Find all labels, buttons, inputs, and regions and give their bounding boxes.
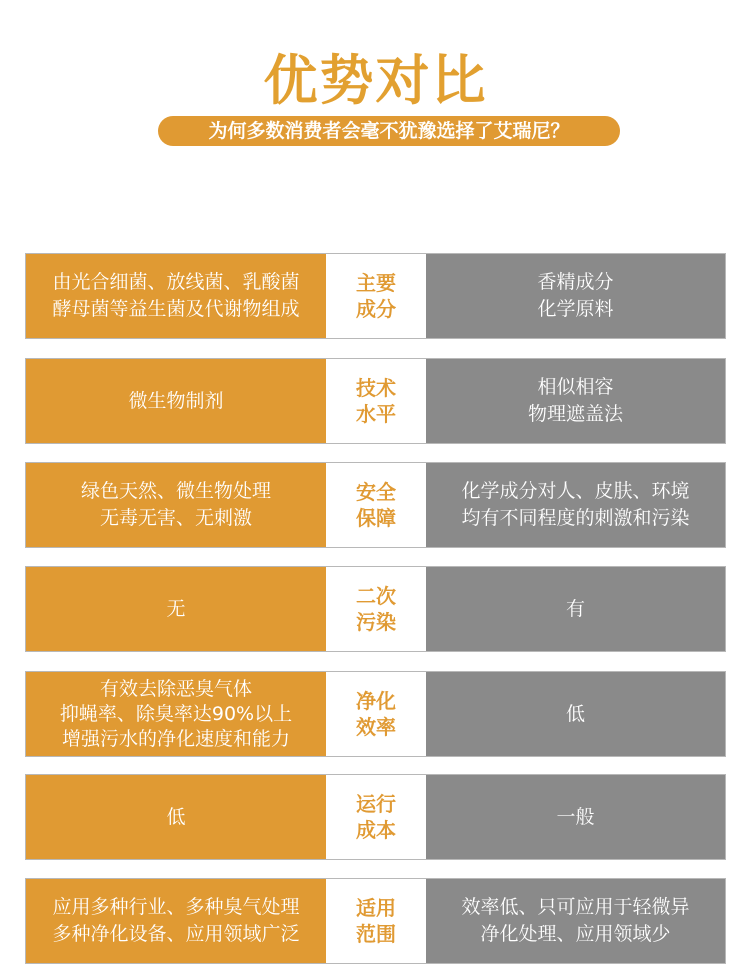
- our-product-line: 由光合细菌、放线菌、乳酸菌: [52, 271, 300, 293]
- comparison-row-technology: [25, 358, 726, 444]
- category-label-line: 适用: [356, 896, 396, 920]
- competitor-line: 有: [565, 597, 585, 620]
- category-label-line: 污染: [356, 610, 396, 634]
- our-product-line: 多种净化设备、应用领域广泛: [52, 923, 300, 945]
- our-product-line: 绿色天然、微生物处理: [80, 480, 271, 502]
- our-product-cell: [26, 775, 326, 859]
- competitor-line: 化学成分对人、皮肤、环境: [461, 480, 690, 502]
- category-label-line: 成本: [356, 818, 396, 842]
- comparison-row-main-ingredients: [25, 253, 726, 339]
- category-label-cell: [326, 359, 426, 443]
- our-product-cell: [26, 672, 326, 756]
- competitor-cell: [426, 463, 725, 547]
- comparison-row-safety: [25, 462, 726, 548]
- our-product-line: 低: [166, 805, 186, 828]
- our-product-cell: [26, 359, 326, 443]
- category-label-cell: [326, 567, 426, 651]
- category-label-line: 二次: [356, 584, 396, 608]
- comparison-row-application-scope: [25, 878, 726, 964]
- category-label-line: 成分: [356, 297, 396, 321]
- our-product-line: 微生物制剂: [128, 389, 224, 412]
- our-product-cell: [26, 567, 326, 651]
- competitor-cell: [426, 879, 725, 963]
- competitor-cell: [426, 254, 725, 338]
- subtitle-banner: 为何多数消费者会毫不犹豫选择了艾瑞尼？: [158, 116, 620, 146]
- our-product-line: 酵母菌等益生菌及代谢物组成: [52, 298, 300, 320]
- competitor-line: 香精成分: [537, 271, 614, 293]
- page-title: 优势对比: [263, 49, 488, 112]
- comparison-row-purification-efficiency: [25, 671, 726, 757]
- competitor-line: 一般: [556, 805, 595, 828]
- category-label-line: 技术: [356, 376, 396, 400]
- comparison-row-operating-cost: [25, 774, 726, 860]
- category-label-line: 安全: [356, 480, 396, 504]
- category-label-line: 主要: [356, 271, 396, 295]
- our-product-cell: [26, 879, 326, 963]
- competitor-line: 物理遮盖法: [527, 403, 623, 425]
- competitor-line: 相似相容: [537, 376, 614, 398]
- competitor-line: 化学原料: [537, 298, 614, 320]
- category-label-cell: [326, 775, 426, 859]
- our-product-cell: [26, 254, 326, 338]
- category-label-line: 效率: [356, 715, 396, 739]
- category-label-cell: [326, 254, 426, 338]
- our-product-line: 抑蝇率、除臭率达90%以上: [59, 702, 293, 725]
- category-label-cell: [326, 879, 426, 963]
- category-label-line: 水平: [356, 402, 396, 426]
- our-product-line: 有效去除恶臭气体: [99, 677, 252, 700]
- comparison-row-secondary-pollution: [25, 566, 726, 652]
- competitor-line: 净化处理、应用领域少: [480, 923, 671, 945]
- our-product-line: 增强污水的净化速度和能力: [61, 727, 290, 750]
- category-label-line: 净化: [356, 689, 396, 713]
- category-label-cell: [326, 672, 426, 756]
- our-product-cell: [26, 463, 326, 547]
- competitor-line: 均有不同程度的刺激和污染: [461, 507, 690, 529]
- competitor-line: 效率低、只可应用于轻微异: [461, 896, 690, 918]
- category-label-line: 运行: [356, 792, 396, 816]
- competitor-cell: [426, 672, 725, 756]
- category-label-line: 范围: [356, 922, 396, 946]
- our-product-line: 无: [166, 597, 186, 620]
- competitor-cell: [426, 775, 725, 859]
- category-label-line: 保障: [356, 506, 396, 530]
- competitor-line: 低: [565, 702, 585, 725]
- competitor-cell: [426, 567, 725, 651]
- our-product-line: 应用多种行业、多种臭气处理: [52, 896, 300, 918]
- our-product-line: 无毒无害、无刺激: [99, 507, 252, 529]
- category-label-cell: [326, 463, 426, 547]
- competitor-cell: [426, 359, 725, 443]
